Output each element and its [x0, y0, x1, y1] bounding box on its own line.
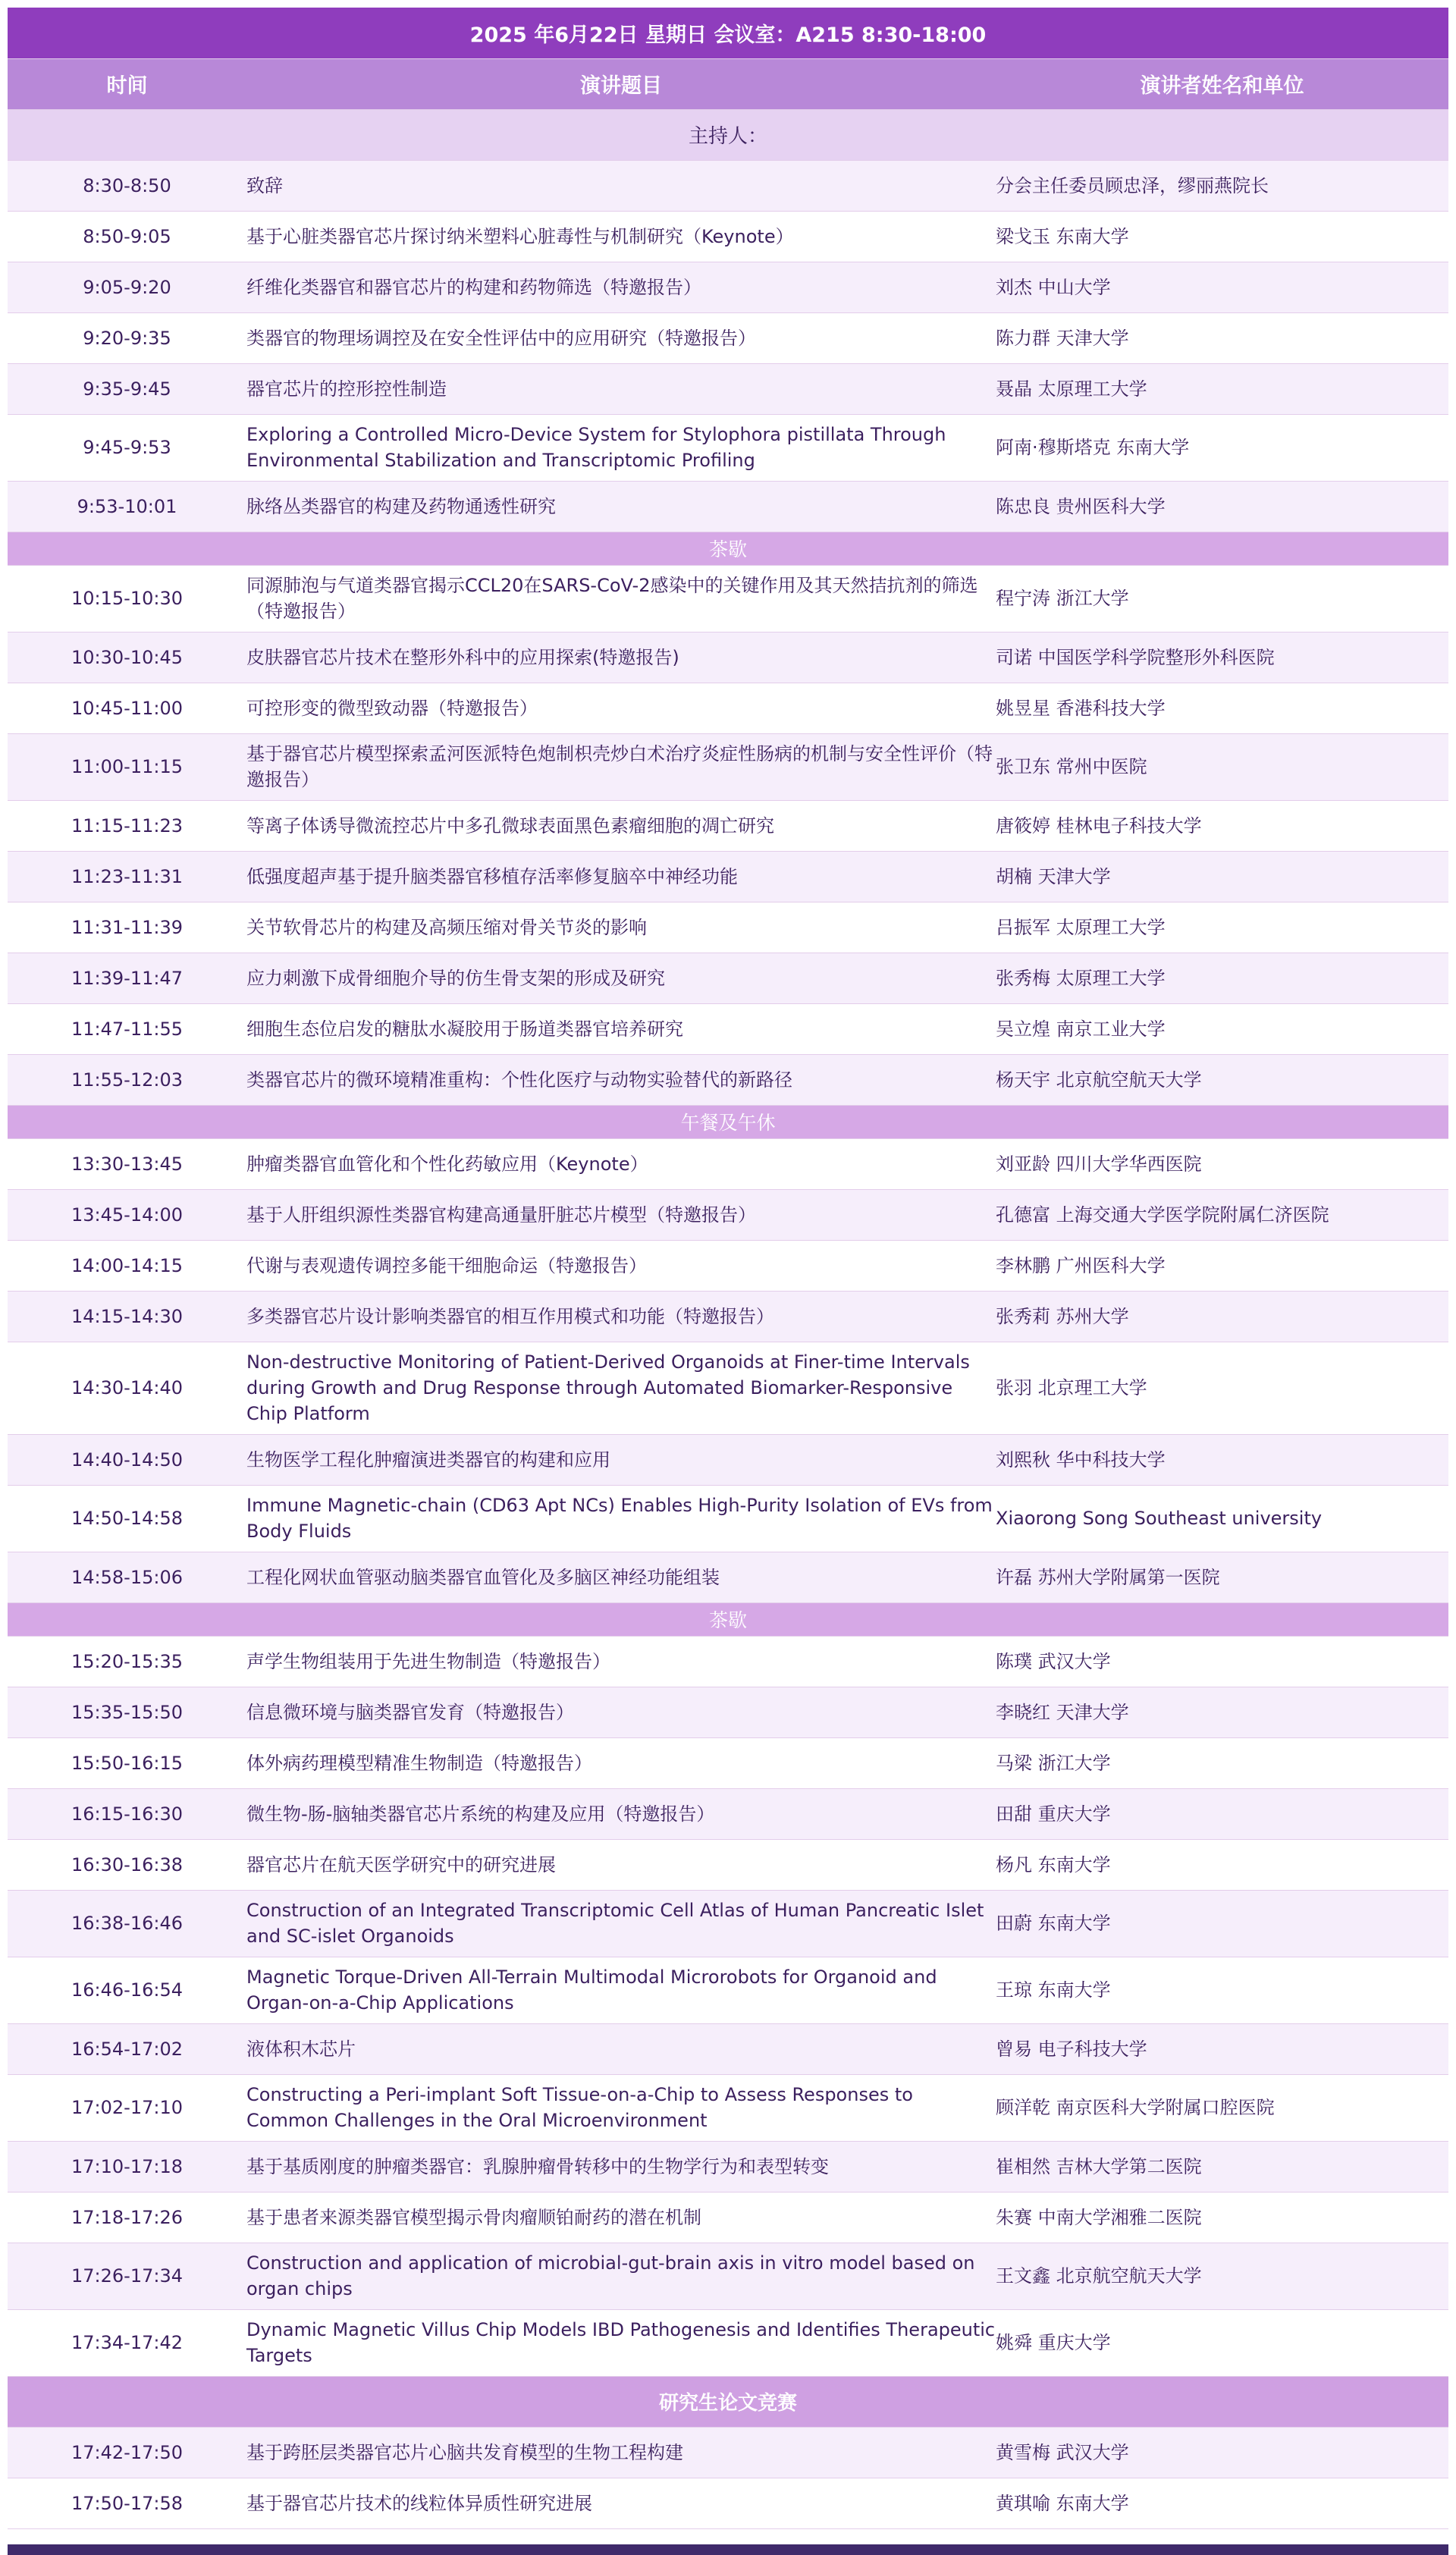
speaker-cell: 阿南·穆斯塔克 东南大学 [996, 414, 1448, 481]
table-row [8, 1054, 1448, 1105]
time-cell: 15:20-15:35 [8, 1636, 246, 1687]
topic-cell: Construction and application of microbial-gut-brain axis in vitro model based on organ chips [246, 2243, 996, 2309]
header-time: 时间 [8, 58, 246, 109]
table-row [8, 1342, 1448, 1434]
topic-cell: 微生物-肠-脑轴类器官芯片系统的构建及应用（特邀报告） [246, 1788, 996, 1839]
speaker-cell: 顾洋乾 南京医科大学附属口腔医院 [996, 2074, 1448, 2141]
time-cell: 17:50-17:58 [8, 2478, 246, 2528]
table-row [8, 2309, 1448, 2376]
table-row [8, 1890, 1448, 1957]
host-label: 主持人： [8, 109, 1448, 160]
topic-cell: 器官芯片在航天医学研究中的研究进展 [246, 1839, 996, 1890]
time-cell: 8:30-8:50 [8, 160, 246, 211]
table-row [8, 211, 1448, 262]
header-topic: 演讲题目 [246, 58, 996, 109]
topic-cell: Non-destructive Monitoring of Patient-Derived Organoids at Finer-time Intervals during Growth and Drug Response through Automated Biomarker-Responsive Chip Platform [246, 1342, 996, 1434]
time-cell: 15:50-16:15 [8, 1737, 246, 1788]
table-row [8, 2427, 1448, 2478]
time-cell: 17:02-17:10 [8, 2074, 246, 2141]
topic-cell: Exploring a Controlled Micro-Device System for Stylophora pistillata Through Environmental Stabilization and Transcriptomic Profiling [246, 414, 996, 481]
table-row [8, 1189, 1448, 1240]
table-row [8, 1434, 1448, 1485]
topic-cell: 基于跨胚层类器官芯片心脑共发育模型的生物工程构建 [246, 2427, 996, 2478]
time-cell: 16:30-16:38 [8, 1839, 246, 1890]
table-row [8, 414, 1448, 481]
break-row [8, 1602, 1448, 1636]
topic-cell: 声学生物组装用于先进生物制造（特邀报告） [246, 1636, 996, 1687]
time-cell: 10:30-10:45 [8, 632, 246, 683]
topic-cell: 信息微环境与脑类器官发育（特邀报告） [246, 1687, 996, 1737]
time-cell: 16:54-17:02 [8, 2023, 246, 2074]
bottom-bar [8, 2544, 1448, 2555]
break-row [8, 1105, 1448, 1138]
speaker-cell: 杨天宇 北京航空航天大学 [996, 1054, 1448, 1105]
header-row [8, 58, 1448, 109]
speaker-cell: 陈力群 天津大学 [996, 312, 1448, 363]
speaker-cell: 王琼 东南大学 [996, 1957, 1448, 2023]
speaker-cell: 吴立煌 南京工业大学 [996, 1003, 1448, 1054]
speaker-cell: 王文鑫 北京航空航天大学 [996, 2243, 1448, 2309]
time-cell: 11:23-11:31 [8, 851, 246, 902]
table-row [8, 800, 1448, 851]
table-row [8, 1636, 1448, 1687]
table-row [8, 902, 1448, 953]
speaker-cell: 刘杰 中山大学 [996, 262, 1448, 312]
topic-cell: 基于器官芯片技术的线粒体异质性研究进展 [246, 2478, 996, 2528]
speaker-cell: 田蔚 东南大学 [996, 1890, 1448, 1957]
table-row [8, 1737, 1448, 1788]
schedule-table [8, 8, 1448, 2529]
table-row [8, 363, 1448, 414]
table-row [8, 565, 1448, 632]
speaker-cell: 司诺 中国医学科学院整形外科医院 [996, 632, 1448, 683]
table-row [8, 851, 1448, 902]
topic-cell: 细胞生态位启发的糖肽水凝胶用于肠道类器官培养研究 [246, 1003, 996, 1054]
speaker-cell: 田甜 重庆大学 [996, 1788, 1448, 1839]
speaker-cell: 分会主任委员顾忠泽，缪丽燕院长 [996, 160, 1448, 211]
time-cell: 14:50-14:58 [8, 1485, 246, 1552]
topic-cell: 可控形变的微型致动器（特邀报告） [246, 683, 996, 733]
time-cell: 9:20-9:35 [8, 312, 246, 363]
speaker-cell: 陈璞 武汉大学 [996, 1636, 1448, 1687]
break-row [8, 532, 1448, 565]
topic-cell: 应力刺激下成骨细胞介导的仿生骨支架的形成及研究 [246, 953, 996, 1003]
speaker-cell: 杨凡 东南大学 [996, 1839, 1448, 1890]
topic-cell: 关节软骨芯片的构建及高频压缩对骨关节炎的影响 [246, 902, 996, 953]
speaker-cell: 张秀莉 苏州大学 [996, 1291, 1448, 1342]
topic-cell: Dynamic Magnetic Villus Chip Models IBD Pathogenesis and Identifies Therapeutic Targets [246, 2309, 996, 2376]
topic-cell: 基于患者来源类器官模型揭示骨肉瘤顺铂耐药的潜在机制 [246, 2192, 996, 2243]
topic-cell: 代谢与表观遗传调控多能干细胞命运（特邀报告） [246, 1240, 996, 1291]
topic-cell: 致辞 [246, 160, 996, 211]
time-cell: 9:05-9:20 [8, 262, 246, 312]
speaker-cell: 张卫东 常州中医院 [996, 733, 1448, 800]
table-row [8, 1957, 1448, 2023]
topic-cell: 液体积木芯片 [246, 2023, 996, 2074]
topic-cell: 基于人肝组织源性类器官构建高通量肝脏芯片模型（特邀报告） [246, 1189, 996, 1240]
time-cell: 14:15-14:30 [8, 1291, 246, 1342]
speaker-cell: 黄琪喻 东南大学 [996, 2478, 1448, 2528]
break-label: 午餐及午休 [8, 1105, 1448, 1138]
speaker-cell: 唐筱婷 桂林电子科技大学 [996, 800, 1448, 851]
table-row [8, 1291, 1448, 1342]
speaker-cell: 李晓红 天津大学 [996, 1687, 1448, 1737]
break-label: 茶歇 [8, 532, 1448, 565]
table-row [8, 733, 1448, 800]
time-cell: 8:50-9:05 [8, 211, 246, 262]
speaker-cell: Xiaorong Song Southeast university [996, 1485, 1448, 1552]
topic-cell: Construction of an Integrated Transcriptomic Cell Atlas of Human Pancreatic Islet and SC-islet Organoids [246, 1890, 996, 1957]
time-cell: 17:26-17:34 [8, 2243, 246, 2309]
table-row [8, 1552, 1448, 1602]
topic-cell: 脉络丛类器官的构建及药物通透性研究 [246, 481, 996, 532]
speaker-cell: 朱赛 中南大学湘雅二医院 [996, 2192, 1448, 2243]
speaker-cell: 吕振军 太原理工大学 [996, 902, 1448, 953]
table-row [8, 160, 1448, 211]
topic-cell: 器官芯片的控形控性制造 [246, 363, 996, 414]
table-row [8, 2023, 1448, 2074]
topic-cell: Magnetic Torque-Driven All-Terrain Multimodal Microrobots for Organoid and Organ-on-a-Chip Applications [246, 1957, 996, 2023]
topic-cell: 等离子体诱导微流控芯片中多孔微球表面黑色素瘤细胞的凋亡研究 [246, 800, 996, 851]
speaker-cell: 梁戈玉 东南大学 [996, 211, 1448, 262]
time-cell: 17:42-17:50 [8, 2427, 246, 2478]
table-row [8, 1485, 1448, 1552]
table-row [8, 2074, 1448, 2141]
time-cell: 17:10-17:18 [8, 2141, 246, 2192]
section-label: 研究生论文竞赛 [8, 2376, 1448, 2427]
time-cell: 10:45-11:00 [8, 683, 246, 733]
table-row [8, 632, 1448, 683]
topic-cell: 体外病药理模型精准生物制造（特邀报告） [246, 1737, 996, 1788]
topic-cell: 基于基质刚度的肿瘤类器官：乳腺肿瘤骨转移中的生物学行为和表型转变 [246, 2141, 996, 2192]
time-cell: 16:38-16:46 [8, 1890, 246, 1957]
table-row [8, 1003, 1448, 1054]
time-cell: 14:58-15:06 [8, 1552, 246, 1602]
time-cell: 11:15-11:23 [8, 800, 246, 851]
time-cell: 14:30-14:40 [8, 1342, 246, 1434]
topic-cell: 工程化网状血管驱动脑类器官血管化及多脑区神经功能组装 [246, 1552, 996, 1602]
topic-cell: 低强度超声基于提升脑类器官移植存活率修复脑卒中神经功能 [246, 851, 996, 902]
section-row [8, 2376, 1448, 2427]
topic-cell: 类器官芯片的微环境精准重构：个性化医疗与动物实验替代的新路径 [246, 1054, 996, 1105]
time-cell: 11:47-11:55 [8, 1003, 246, 1054]
speaker-cell: 张羽 北京理工大学 [996, 1342, 1448, 1434]
table-row [8, 953, 1448, 1003]
break-label: 茶歇 [8, 1602, 1448, 1636]
time-cell: 11:31-11:39 [8, 902, 246, 953]
speaker-cell: 许磊 苏州大学附属第一医院 [996, 1552, 1448, 1602]
title-row [8, 8, 1448, 58]
topic-cell: 基于器官芯片模型探索孟河医派特色炮制枳壳炒白术治疗炎症性肠病的机制与安全性评价（特邀报告） [246, 733, 996, 800]
host-row [8, 109, 1448, 160]
time-cell: 13:30-13:45 [8, 1138, 246, 1189]
topic-cell: 基于心脏类器官芯片探讨纳米塑料心脏毒性与机制研究（Keynote） [246, 211, 996, 262]
topic-cell: 肿瘤类器官血管化和个性化药敏应用（Keynote） [246, 1138, 996, 1189]
table-row [8, 2243, 1448, 2309]
topic-cell: 同源肺泡与气道类器官揭示CCL20在SARS-CoV-2感染中的关键作用及其天然拮抗剂的筛选（特邀报告） [246, 565, 996, 632]
topic-cell: 皮肤器官芯片技术在整形外科中的应用探索(特邀报告) [246, 632, 996, 683]
speaker-cell: 马梁 浙江大学 [996, 1737, 1448, 1788]
speaker-cell: 姚舜 重庆大学 [996, 2309, 1448, 2376]
header-speaker: 演讲者姓名和单位 [996, 58, 1448, 109]
time-cell: 9:53-10:01 [8, 481, 246, 532]
time-cell: 14:00-14:15 [8, 1240, 246, 1291]
time-cell: 14:40-14:50 [8, 1434, 246, 1485]
speaker-cell: 刘熙秋 华中科技大学 [996, 1434, 1448, 1485]
table-row [8, 2478, 1448, 2528]
page-title: 2025 年6月22日 星期日 会议室：A215 8:30-18:00 [8, 8, 1448, 58]
table-row [8, 2141, 1448, 2192]
table-row [8, 1788, 1448, 1839]
time-cell: 16:15-16:30 [8, 1788, 246, 1839]
time-cell: 11:55-12:03 [8, 1054, 246, 1105]
time-cell: 17:18-17:26 [8, 2192, 246, 2243]
table-row [8, 683, 1448, 733]
table-row [8, 1240, 1448, 1291]
time-cell: 17:34-17:42 [8, 2309, 246, 2376]
speaker-cell: 陈忠良 贵州医科大学 [996, 481, 1448, 532]
speaker-cell: 崔相然 吉林大学第二医院 [996, 2141, 1448, 2192]
table-row [8, 1687, 1448, 1737]
topic-cell: 生物医学工程化肿瘤演进类器官的构建和应用 [246, 1434, 996, 1485]
topic-cell: Constructing a Peri-implant Soft Tissue-on-a-Chip to Assess Responses to Common Challenges in the Oral Microenvironment [246, 2074, 996, 2141]
table-row [8, 1839, 1448, 1890]
speaker-cell: 孔德富 上海交通大学医学院附属仁济医院 [996, 1189, 1448, 1240]
time-cell: 11:00-11:15 [8, 733, 246, 800]
topic-cell: 纤维化类器官和器官芯片的构建和药物筛选（特邀报告） [246, 262, 996, 312]
time-cell: 9:45-9:53 [8, 414, 246, 481]
time-cell: 13:45-14:00 [8, 1189, 246, 1240]
table-row [8, 262, 1448, 312]
table-row [8, 481, 1448, 532]
speaker-cell: 曾易 电子科技大学 [996, 2023, 1448, 2074]
table-row [8, 312, 1448, 363]
speaker-cell: 黄雪梅 武汉大学 [996, 2427, 1448, 2478]
speaker-cell: 程宁涛 浙江大学 [996, 565, 1448, 632]
topic-cell: 多类器官芯片设计影响类器官的相互作用模式和功能（特邀报告） [246, 1291, 996, 1342]
topic-cell: 类器官的物理场调控及在安全性评估中的应用研究（特邀报告） [246, 312, 996, 363]
time-cell: 16:46-16:54 [8, 1957, 246, 2023]
speaker-cell: 姚昱星 香港科技大学 [996, 683, 1448, 733]
speaker-cell: 李林鹏 广州医科大学 [996, 1240, 1448, 1291]
table-row [8, 2192, 1448, 2243]
speaker-cell: 刘亚龄 四川大学华西医院 [996, 1138, 1448, 1189]
time-cell: 15:35-15:50 [8, 1687, 246, 1737]
table-row [8, 1138, 1448, 1189]
time-cell: 9:35-9:45 [8, 363, 246, 414]
topic-cell: Immune Magnetic-chain (CD63 Apt NCs) Enables High-Purity Isolation of EVs from Body Fluids [246, 1485, 996, 1552]
speaker-cell: 张秀梅 太原理工大学 [996, 953, 1448, 1003]
time-cell: 11:39-11:47 [8, 953, 246, 1003]
speaker-cell: 聂晶 太原理工大学 [996, 363, 1448, 414]
speaker-cell: 胡楠 天津大学 [996, 851, 1448, 902]
time-cell: 10:15-10:30 [8, 565, 246, 632]
